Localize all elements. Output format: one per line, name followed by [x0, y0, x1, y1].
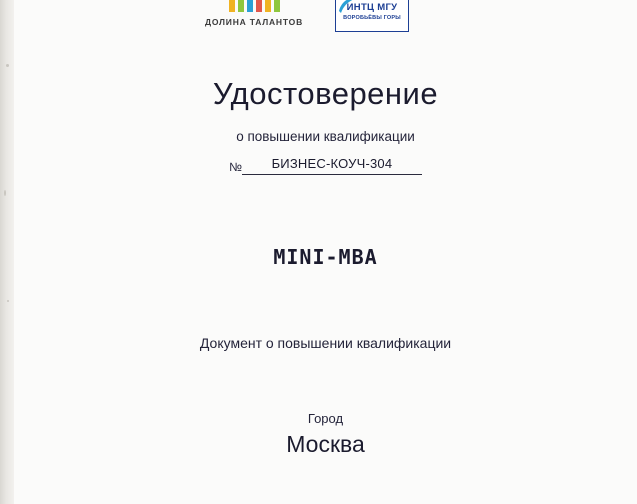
scan-speck	[7, 300, 9, 302]
scan-speck	[4, 190, 6, 196]
intc-mgu-title: ИНТЦ МГУ	[346, 2, 398, 14]
swoosh-icon	[338, 0, 358, 15]
scan-edge	[0, 0, 14, 504]
city-label: Город	[307, 411, 344, 426]
dolina-talantov-caption: ДОЛИНА ТАЛАНТОВ	[204, 17, 304, 27]
program-name: MINI-MBA	[273, 245, 378, 269]
page-subtitle: о повышении квалификации	[236, 129, 415, 144]
number-label: №	[229, 160, 242, 174]
scan-speck	[6, 64, 9, 67]
city-value: Москва	[286, 431, 365, 457]
intc-mgu-logo	[335, 0, 409, 32]
colored-bars-icon	[196, 0, 312, 12]
document-kind: Документ о повышении квалификации	[199, 335, 452, 351]
certificate-sheet	[14, 0, 637, 504]
intc-mgu-subtitle: ВОРОБЬЁВЫ ГОРЫ	[343, 14, 401, 21]
certificate-number-row	[14, 156, 637, 175]
page-title: Удостоверение	[212, 76, 439, 111]
certificate-number-value: БИЗНЕС-КОУЧ-304	[242, 156, 422, 175]
dolina-talantov-logo	[196, 0, 312, 27]
